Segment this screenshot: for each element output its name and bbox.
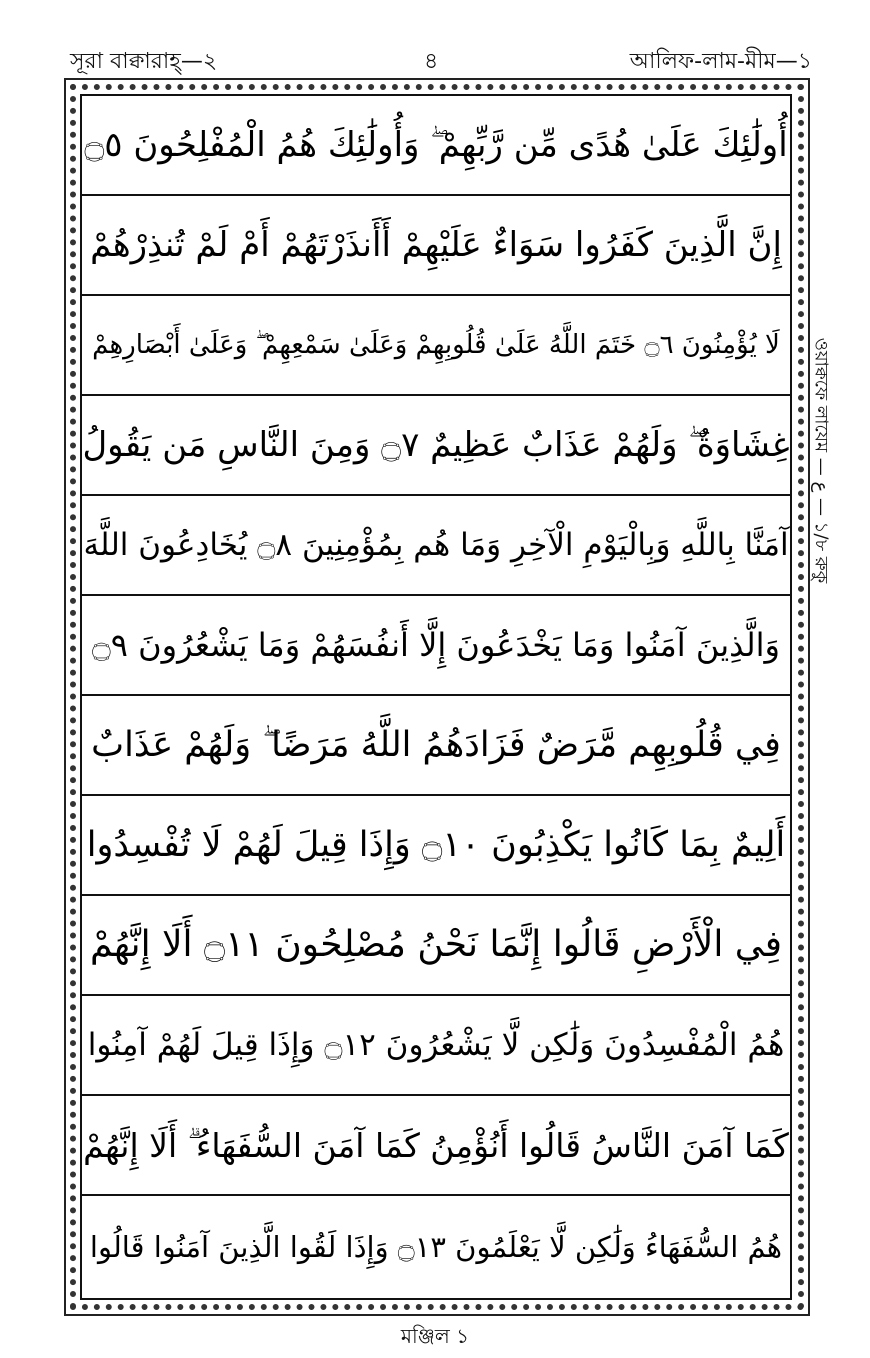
verse-line: كَمَا آمَنَ النَّاسُ قَالُوا أَنُؤْمِنُ كَمَا آمَنَ السُّفَهَاءُ ۗ أَلَا إِنَّهُمْ bbox=[82, 1096, 790, 1196]
surah-name: সূরা বাক্বারাহ্—২ bbox=[70, 49, 218, 74]
page-header bbox=[0, 0, 870, 80]
manzil-footer: মঞ্জিল ১ bbox=[400, 1324, 470, 1348]
para-name: আলিফ-লাম-মীম—১ bbox=[629, 49, 812, 74]
verse-line: إِنَّ الَّذِينَ كَفَرُوا سَوَاءٌ عَلَيْهِمْ أَأَنذَرْتَهُمْ أَمْ لَمْ تُنذِرْهُمْ bbox=[82, 196, 790, 296]
margin-annotation bbox=[800, 330, 840, 590]
verse-line: أُولَٰئِكَ عَلَىٰ هُدًى مِّن رَّبِّهِمْ ۖ وَأُولَٰئِكَ هُمُ الْمُفْلِحُونَ ۝٥ bbox=[82, 96, 790, 196]
margin-annotation-text: ওয়াক্বফে লাযেম — ع — ১/৮ রুকু bbox=[810, 337, 832, 583]
verse-line: غِشَاوَةٌ ۖ وَلَهُمْ عَذَابٌ عَظِيمٌ ۝٧ وَمِنَ النَّاسِ مَن يَقُولُ bbox=[82, 396, 790, 496]
verse-line: فِي الْأَرْضِ قَالُوا إِنَّمَا نَحْنُ مُصْلِحُونَ ۝١١ أَلَا إِنَّهُمْ bbox=[82, 896, 790, 996]
page-number: ৪ bbox=[424, 49, 439, 74]
verse-line: لَا يُؤْمِنُونَ ۝٦ خَتَمَ اللَّهُ عَلَىٰ قُلُوبِهِمْ وَعَلَىٰ سَمْعِهِمْ ۖ وَعَلَىٰ أَبْصَارِهِمْ bbox=[82, 296, 790, 396]
verse-line: هُمُ السُّفَهَاءُ وَلَٰكِن لَّا يَعْلَمُونَ ۝١٣ وَإِذَا لَقُوا الَّذِينَ آمَنُوا قَالُوا bbox=[89, 1229, 783, 1264]
verse-line: فِي قُلُوبِهِم مَّرَضٌ فَزَادَهُمُ اللَّهُ مَرَضًا ۖ وَلَهُمْ عَذَابٌ bbox=[82, 696, 790, 796]
verse-line: هُمُ الْمُفْسِدُونَ وَلَٰكِن لَّا يَشْعُرُونَ ۝١٢ وَإِذَا قِيلَ لَهُمْ آمِنُوا bbox=[82, 996, 790, 1096]
verse-line: أَلِيمٌ بِمَا كَانُوا يَكْذِبُونَ ۝١٠ وَإِذَا قِيلَ لَهُمْ لَا تُفْسِدُوا bbox=[82, 796, 790, 896]
verse-line: آمَنَّا بِاللَّهِ وَبِالْيَوْمِ الْآخِرِ وَمَا هُم بِمُؤْمِنِينَ ۝٨ يُخَادِعُونَ اللَّهَ bbox=[82, 496, 790, 596]
verse-line: وَالَّذِينَ آمَنُوا وَمَا يَخْدَعُونَ إِلَّا أَنفُسَهُمْ وَمَا يَشْعُرُونَ ۝٩ bbox=[82, 596, 790, 696]
